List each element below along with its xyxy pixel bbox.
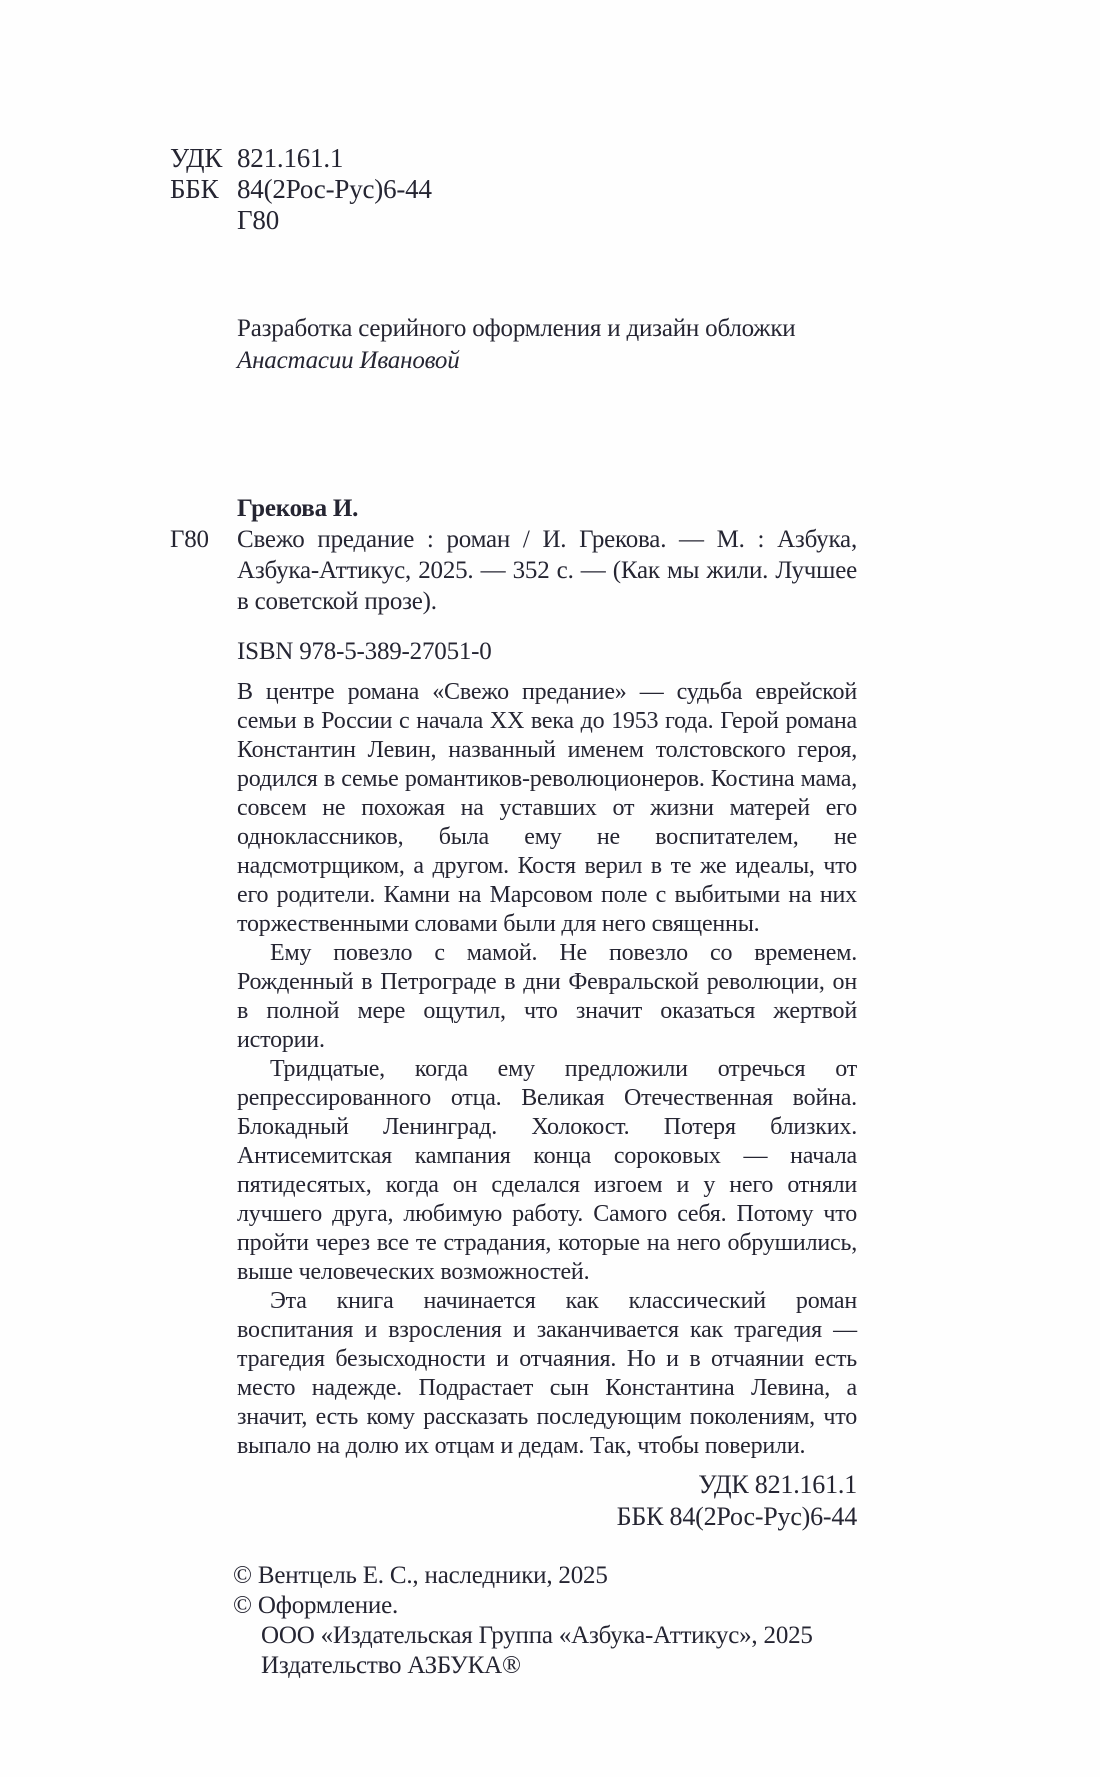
- author-sign-code: Г80: [237, 205, 280, 235]
- udk-value: 821.161.1: [237, 143, 344, 173]
- annotation-paragraph: Тридцатые, когда ему предложили отречься от репрессированного отца. Великая Отечественная война. Блокадный Ленинград. Холокост. Потеря близких. Антисемитская кампания конца сороковых — начала пятидесятых, когда он сделался изгоем и у него отняли лучшего друга, любимую работу. Самого себя. Потому что пройти через все те страдания, которые на него обрушились, выше человеческих возможностей.: [237, 1056, 857, 1285]
- bbk-label: ББК: [170, 174, 219, 204]
- annotation-paragraph: Эта книга начинается как классический роман воспитания и взросления и заканчивается как трагедия — трагедия безысходности и отчаяния. Но и в отчаянии есть место надежде. Подрастает сын Константина Левина, а значит, есть кому рассказать последующим поколениям, что выпало на долю их отцам и дедам. Так, чтобы поверили.: [237, 1288, 857, 1459]
- annotation-block: [237, 678, 857, 1461]
- page-content: [170, 143, 857, 1681]
- author-sign-spacer: [170, 205, 237, 236]
- bottom-udk: УДК 821.161.1: [698, 1470, 857, 1499]
- catalog-entry-code: Г80: [170, 526, 209, 553]
- top-codes-block: [170, 143, 857, 236]
- bottom-bbk: ББК 84(2Рос-Рус)6-44: [616, 1502, 857, 1531]
- udk-row: [170, 143, 857, 174]
- catalog-entry-row: [170, 524, 857, 617]
- design-credit-line: Разработка серийного оформления и дизайн обложки: [237, 315, 796, 342]
- bbk-value: 84(2Рос-Рус)6-44: [237, 174, 432, 204]
- designer-name: Анастасии Ивановой: [237, 347, 460, 374]
- annotation-paragraph: В центре романа «Свежо предание» — судьба еврейской семьи в России с начала XX века до 1953 года. Герой романа Константин Левин, названный именем толстовского героя, родился в семье романтиков-революционеров. Костина мама, совсем не похожая на уставших от жизни матерей его одноклассников, была ему не воспитателем, не надсмотрщиком, а другом. Костя верил в те же идеалы, что его родители. Камни на Марсовом поле с выбитыми на них торжественными словами были для него священны.: [237, 679, 857, 937]
- copyright-author-line: © Вентцель Е. С., наследники, 2025: [233, 1562, 608, 1589]
- design-credit-block: [237, 313, 857, 377]
- copyright-design-line: © Оформление.: [233, 1592, 399, 1619]
- bottom-codes-block: [237, 1469, 857, 1533]
- catalog-author-heading: Грекова И.: [237, 495, 359, 522]
- udk-label: УДК: [170, 143, 223, 173]
- copyright-block: [233, 1561, 857, 1681]
- isbn-line: ISBN 978-5-389-27051-0: [237, 638, 492, 665]
- annotation-paragraph: Ему повезло с мамой. Не повезло со временем. Рожденный в Петрограде в дни Февральской революции, он в полной мере ощутил, что значит оказаться жертвой истории.: [237, 940, 857, 1053]
- bbk-row: [170, 174, 857, 205]
- author-sign-row: [170, 205, 857, 236]
- catalog-entry-description: Свежо предание : роман / И. Грекова. — М. : Азбука, Азбука-Аттикус, 2025. — 352 с. — (Как мы жили. Лучшее в советской прозе).: [237, 526, 857, 615]
- copyright-publisher-line: Издательство АЗБУКА®: [261, 1652, 521, 1679]
- copyright-publisher-group-line: ООО «Издательская Группа «Азбука-Аттикус», 2025: [261, 1622, 813, 1649]
